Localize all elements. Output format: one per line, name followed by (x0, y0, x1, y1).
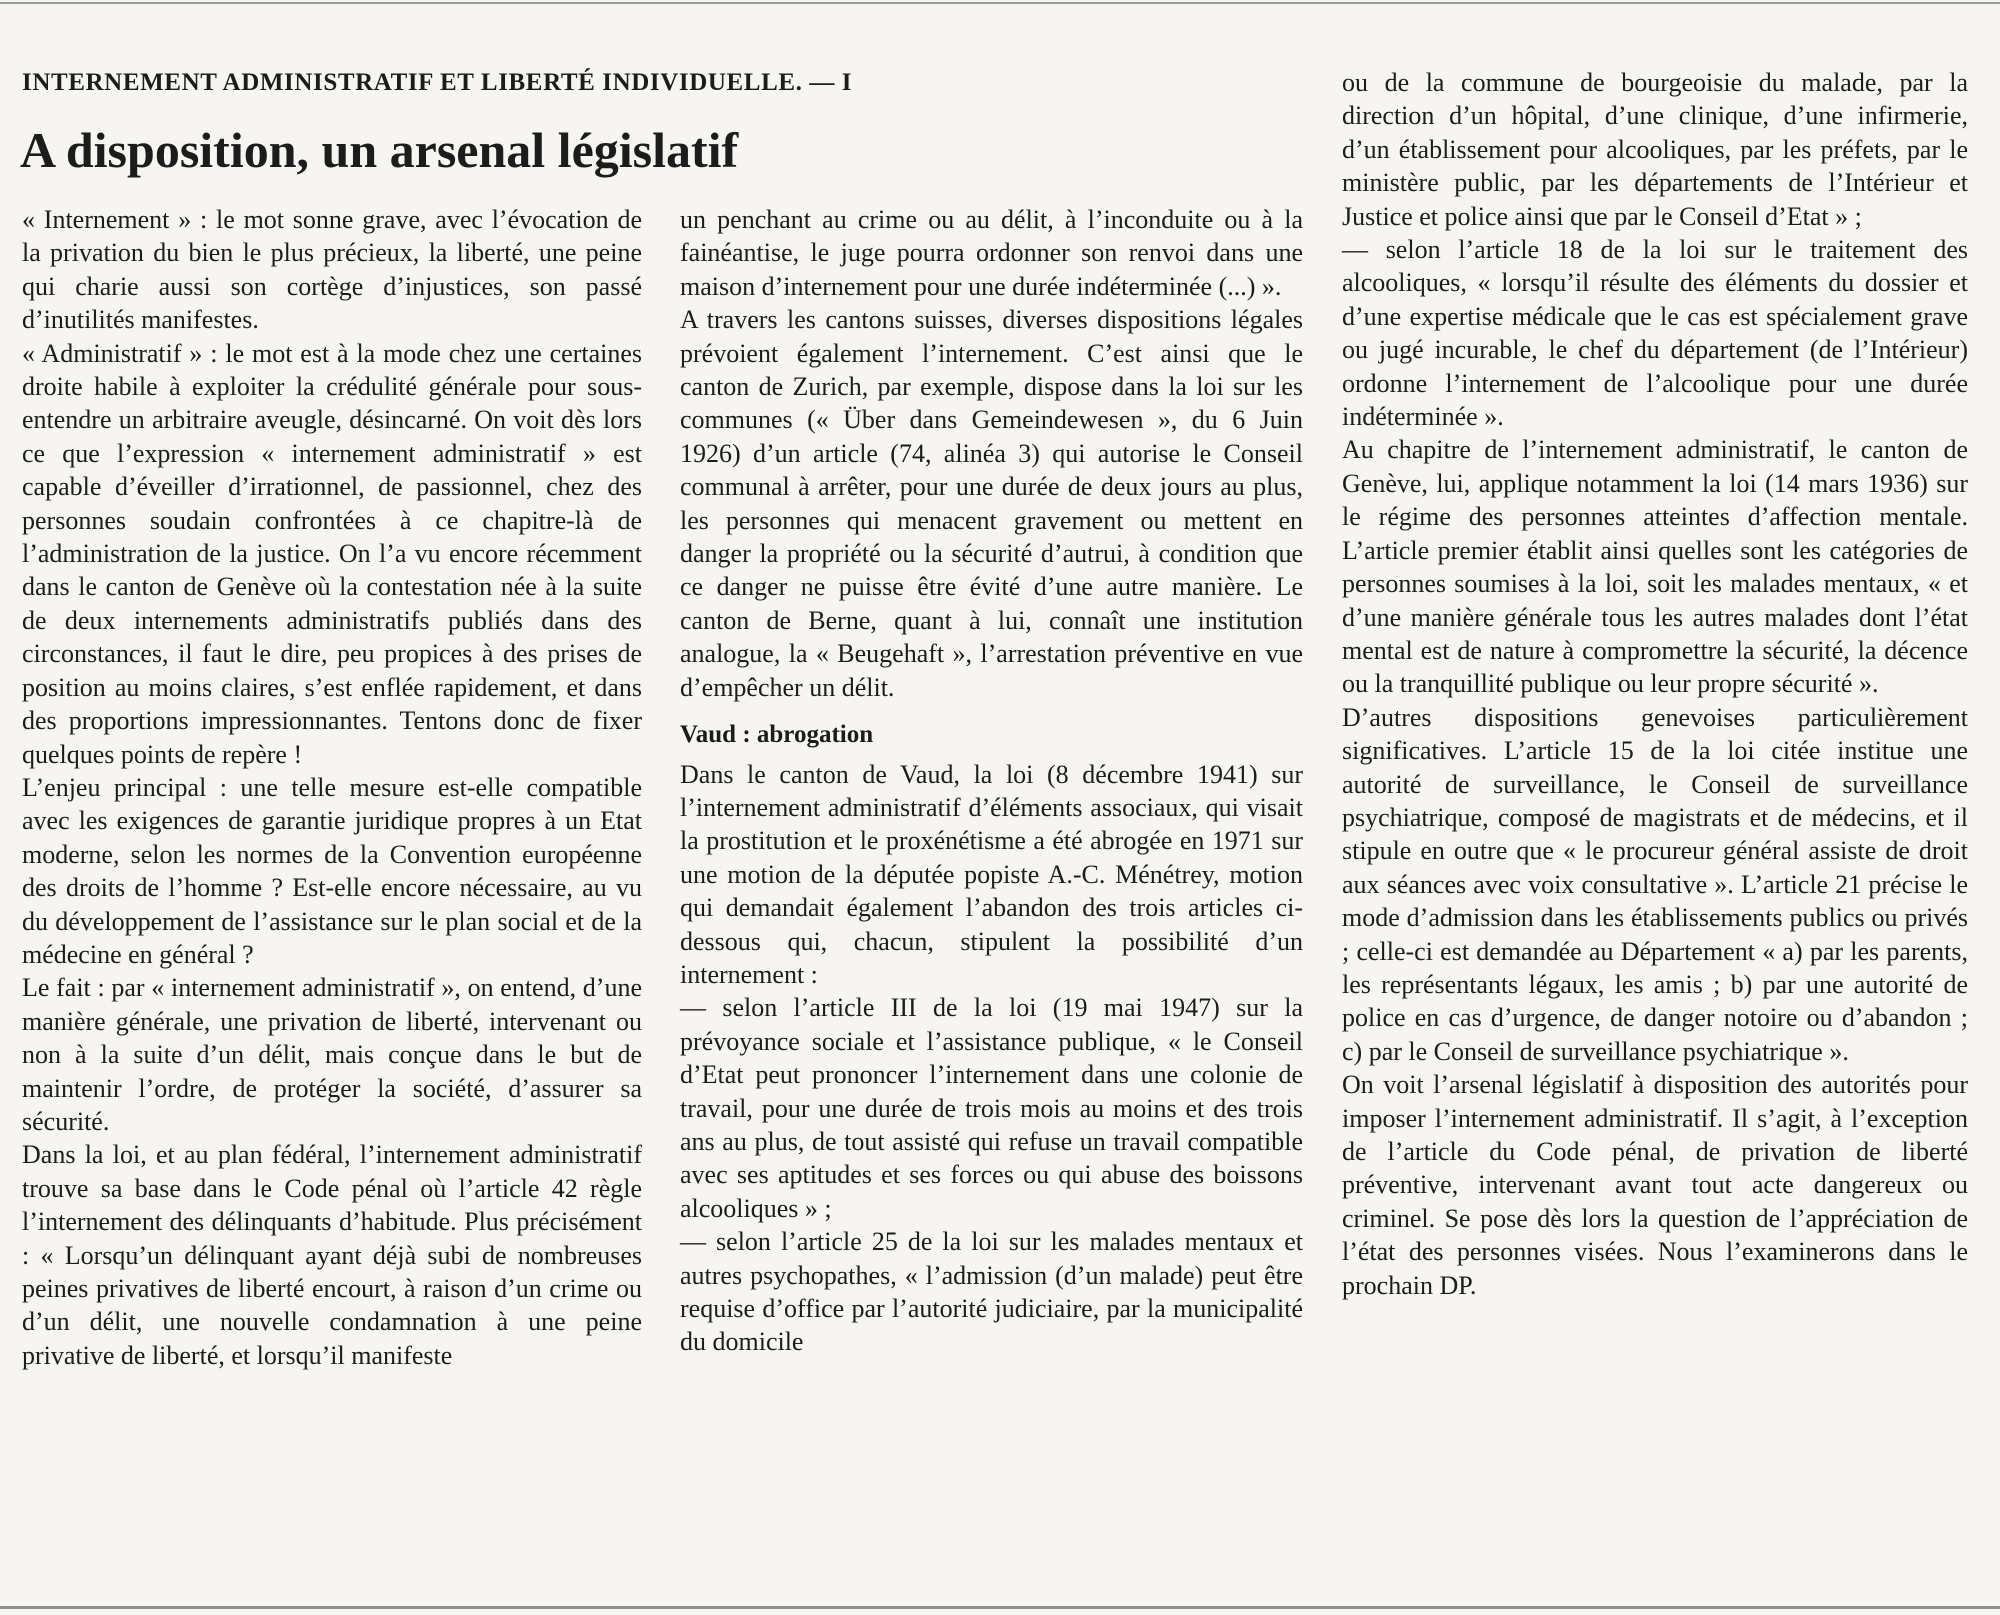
article-headline: A disposition, un arsenal législatif (20, 122, 739, 178)
section-subhead: Vaud : abrogation (680, 721, 874, 749)
paragraph: — selon l’article III de la loi (19 mai 1947) sur la prévoyance sociale et l’assistance publique, « le Conseil d’Etat peut prononcer l’internement dans une colonie de travail, pour une durée de trois mois au moins et des trois ans au plus, de tout assisté qui refuse un travail compatible avec ses aptitudes et ses forces ou qui abuse des boissons alcooliques » ; (680, 993, 1303, 1223)
paragraph: ou de la commune de bourgeoisie du malade, par la direction d’un hôpital, d’une clinique, d’une infirmerie, d’un établissement pour alcooliques, par les préfets, par le ministère public, par les départements de l’Intérieur et Justice et police ainsi que par le Conseil d’Etat » ; (1342, 68, 1968, 231)
article-kicker: INTERNEMENT ADMINISTRATIF ET LIBERTÉ INDIVIDUELLE. — I (22, 69, 853, 96)
paragraph: « Administratif » : le mot est à la mode chez une certaines droite habile à exploiter la crédulité générale pour sous-entendre un arbitraire aveugle, désincarné. On voit dès lors ce que l’expression « internement administratif » est capable d’éveiller d’irrationnel, de passionnel, chez des personnes soudain confrontées à ce chapitre-là de l’administration de la justice. On l’a vu encore récemment dans le canton de Genève où la contestation née à la suite de deux internements administratifs publiés dans des circonstances, il faut le dire, peu propices à des prises de position au moins claires, s’est enflée rapidement, et dans des proportions impressionnantes. Tentons donc de fixer quelques points de repère ! (22, 338, 642, 769)
paragraph: Au chapitre de l’internement administratif, le canton de Genève, lui, applique notamment la loi (14 mars 1936) sur le régime des personnes atteintes d’affection mentale. L’article premier établit ainsi quelles sont les catégories de personnes soumises à la loi, soit les malades mentaux, « et d’une manière générale tous les autres malades dont l’état mental est de nature à compromettre la sécurité, la décence ou la tranquillité publique ou leur propre sécurité ». (1342, 435, 1968, 699)
column-2 (680, 203, 1303, 1359)
column-3 (1342, 66, 1968, 1302)
paragraph: A travers les cantons suisses, diverses dispositions légales prévoient également l’internement. C’est ainsi que le canton de Zurich, par exemple, dispose dans la loi sur les communes (« Über dans Gemeindewesen », du 6 Juin 1926) d’un article (74, alinéa 3) qui autorise le Conseil communal à arrêter, pour une durée de deux jours au plus, les personnes qui menacent gravement ou mettent en danger la propriété ou la sécurité d’autrui, à condition que ce danger ne puisse être évité d’une autre manière. Le canton de Berne, quant à lui, connaît une institution analogue, la « Beugehaft », l’arrestation préventive en vue d’empêcher un délit. (680, 305, 1303, 702)
paragraph: Dans le canton de Vaud, la loi (8 décembre 1941) sur l’internement administratif d’éléments associaux, qui visait la prostitution et le proxénétisme a été abrogée en 1971 sur une motion de la députée popiste A.-C. Ménétrey, motion qui demandait également l’abandon des trois articles ci-dessous qui, chacun, stipulent la possibilité d’un internement : (680, 759, 1303, 989)
paragraph: Dans la loi, et au plan fédéral, l’internement administratif trouve sa base dans le Code pénal où l’article 42 règle l’internement des délinquants d’habitude. Plus précisément : « Lorsqu’un délinquant ayant déjà subi de nombreuses peines privatives de liberté encourt, à raison d’un crime ou d’un délit, une nouvelle condamnation à une peine privative de liberté, et lorsqu’il manifeste (22, 1140, 642, 1370)
paragraph: — selon l’article 25 de la loi sur les malades mentaux et autres psychopathes, « l’admission (d’un malade) peut être requise d’office par l’autorité judiciaire, par la municipalité du domicile (680, 1227, 1303, 1357)
paragraph: D’autres dispositions genevoises particulièrement significatives. L’article 15 de la loi citée institue une autorité de surveillance, le Conseil de surveillance psychiatrique, composé de magistrats et de médecins, et il stipule en outre que « le procureur général assiste de droit aux séances avec voix consultative ». L’article 21 précise le mode d’admission dans les établissements publics ou privés ; celle-ci est demandée au Département « a) par les parents, les représentants légaux, les amis ; b) par une autorité de police en cas d’urgence, de danger notoire ou d’abandon ; c) par le Conseil de surveillance psychiatrique ». (1342, 702, 1968, 1066)
top-rule (0, 2, 2000, 4)
column-1 (22, 203, 642, 1372)
paragraph: Le fait : par « internement administratif », on entend, d’une manière générale, une privation de liberté, intervenant ou non à la suite d’un délit, mais conçue dans le but de maintenir l’ordre, de protéger la société, d’assurer sa sécurité. (22, 973, 642, 1136)
paragraph: un penchant au crime ou au délit, à l’inconduite ou à la fainéantise, le juge pourra ordonner son renvoi dans une maison d’internement pour une durée indéterminée (...) ». (680, 205, 1303, 301)
paragraph: « Internement » : le mot sonne grave, avec l’évocation de la privation du bien le plus précieux, la liberté, une peine qui charie aussi son cortège d’injustices, son passé d’inutilités manifestes. (22, 205, 642, 335)
bottom-rule (0, 1606, 2000, 1609)
paragraph: L’enjeu principal : une telle mesure est-elle compatible avec les exigences de garantie juridique propres à un Etat moderne, selon les normes de la Convention européenne des droits de l’homme ? Est-elle encore nécessaire, au vu du développement de l’assistance sur le plan social et de la médecine en général ? (22, 772, 642, 969)
paragraph: — selon l’article 18 de la loi sur le traitement des alcooliques, « lorsqu’il résulte des éléments du dossier et d’une expertise médicale que le cas est spécialement grave ou jugé incurable, le chef du département (de l’Intérieur) ordonne l’internement de l’alcoolique pour une durée indéterminée ». (1342, 235, 1968, 432)
paragraph: On voit l’arsenal législatif à disposition des autorités pour imposer l’internement administratif. Il s’agit, à l’exception de l’article du Code pénal, de privation de liberté préventive, intervenant avant tout acte dangereux ou criminel. Se pose dès lors la question de l’appréciation de l’état des personnes visées. Nous l’examinerons dans le prochain DP. (1342, 1070, 1968, 1300)
